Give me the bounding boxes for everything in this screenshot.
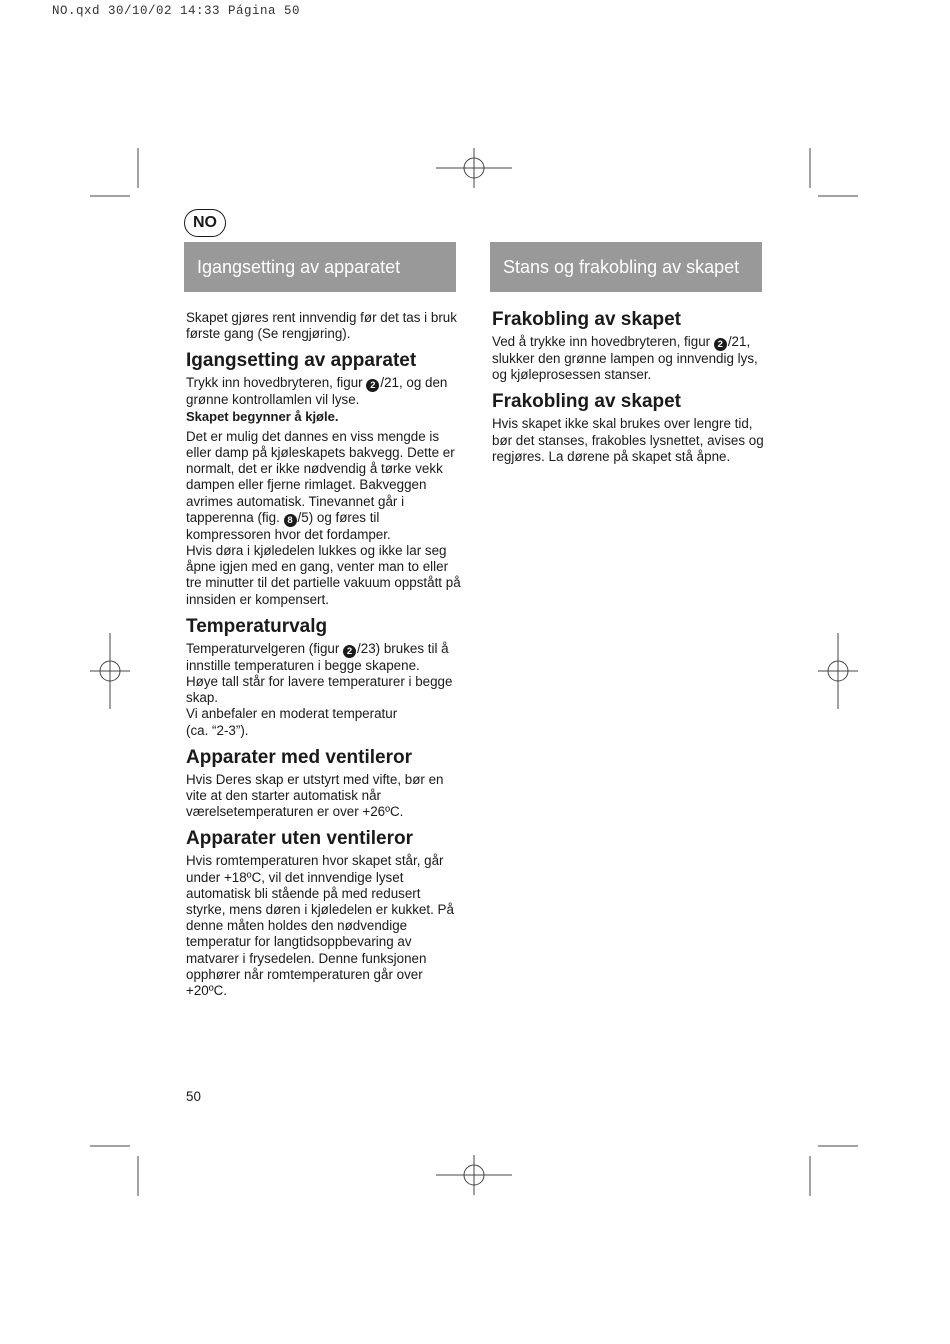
figure-reference-badge: 2 <box>366 379 379 392</box>
text-run: Trykk inn hovedbryteren, figur <box>186 375 367 391</box>
text-run: Temperaturvelgeren (figur <box>186 640 344 656</box>
figure-reference-badge: 2 <box>714 338 727 351</box>
paragraph: Vi anbefaler en moderat temperatur <box>186 706 398 722</box>
figure-reference-badge: 2 <box>343 645 356 658</box>
text-run: /21, slukker den grønne lampen og innvendig lys, og kjøleprosessen stanser. <box>492 334 758 383</box>
section-band-start <box>184 242 456 292</box>
page-number: 50 <box>186 1089 201 1104</box>
registration-mark-left <box>90 633 130 709</box>
section-band-title: Igangsetting av apparatet <box>197 257 401 277</box>
heading-startup: Igangsetting av apparatet <box>186 350 417 372</box>
heading-disconnect-longterm: Frakobling av skapet <box>492 391 682 413</box>
paragraph <box>186 375 461 408</box>
bold-note: Skapet begynner å kjøle. <box>186 408 339 424</box>
section-band-stop <box>490 242 762 292</box>
paragraph <box>186 641 461 674</box>
heading-temperature: Temperaturvalg <box>186 615 328 637</box>
paragraph: (ca. “2-3”). <box>186 722 249 738</box>
paragraph: Hvis Deres skap er utstyrt med vifte, bør en vite at den starter automatisk når værelsetemperaturen er over +26ºC. <box>186 771 444 820</box>
language-badge: NO <box>184 209 226 237</box>
paragraph: Hvis døra i kjøledelen lukkes og ikke lar seg åpne igjen med en gang, venter man to eller tre minutter til det partielle vakuum oppstått på innsiden er kompensert. <box>186 543 461 607</box>
text-run: /5) og føres til kompressoren hvor det fordamper. <box>186 509 391 542</box>
heading-with-fan: Apparater med ventileror <box>186 746 412 768</box>
registration-mark-right <box>818 633 858 709</box>
registration-mark-top <box>436 148 512 188</box>
paragraph <box>186 429 461 543</box>
paragraph <box>492 334 767 383</box>
section-band-title: Stans og frakobling av skapet <box>503 257 740 277</box>
paragraph: Høye tall står for lavere temperaturer i begge skap. <box>186 674 453 706</box>
right-column <box>492 309 767 469</box>
figure-reference-badge: 8 <box>284 514 297 527</box>
paragraph: Hvis skapet ikke skal brukes over lengre tid, bør det stanses, frakobles lysnettet, avises og regjøres. La dørene på skapet stå åpne. <box>492 416 764 464</box>
text-run: /21, og den grønne kontrollamlen vil lyse. <box>186 375 448 408</box>
heading-disconnect: Frakobling av skapet <box>492 309 682 330</box>
text-run: Det er mulig det dannes en viss mengde is eller damp på kjøleskapets bakvegg. Dette er normalt, det er ikke nødvendig å tørke vekk dampen eller fjerne rimlaget. Bakveggen avrimes automatisk. Tinevannet går i tapperenna (fig. <box>186 428 455 525</box>
text-run: /23) brukes til å innstille temperaturen i begge skapene. <box>186 640 449 673</box>
print-slug-line: NO.qxd 30/10/02 14:33 Página 50 <box>52 4 301 18</box>
text-run: Ved å trykke inn hovedbryteren, figur <box>492 334 714 349</box>
left-column <box>186 310 461 1003</box>
heading-without-fan: Apparater uten ventileror <box>186 828 413 850</box>
paragraph: Hvis romtemperaturen hvor skapet står, går under +18ºC, vil det innvendige lyset automatisk bli stående på med redusert styrke, mens døren i kjøledelen er kukket. På denne måten holdes den nødvendige temperatur for langtidsoppbevaring av matvarer i frysedelen. Denne funksjonen opphører når romtemperaturen går over +20ºC. <box>186 853 454 999</box>
registration-mark-bottom <box>436 1155 512 1195</box>
intro-paragraph: Skapet gjøres rent innvendig før det tas i bruk første gang (Se rengjøring). <box>186 310 457 342</box>
